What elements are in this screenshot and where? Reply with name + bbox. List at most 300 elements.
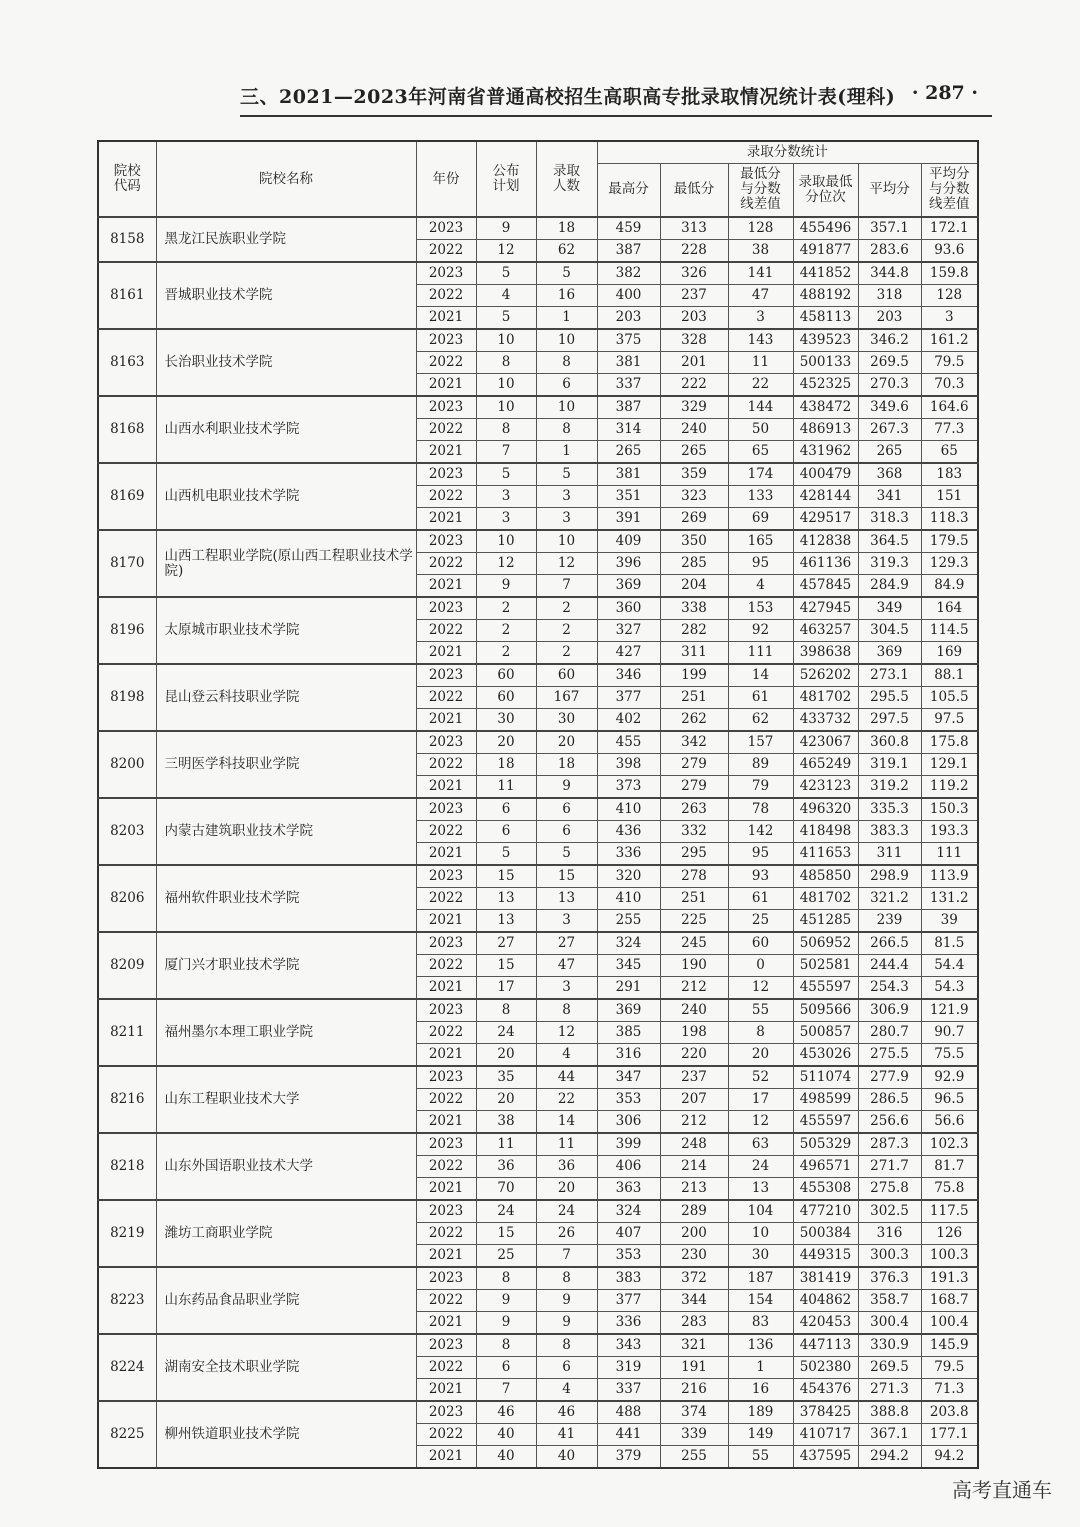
cell-min-diff: 61 — [728, 888, 793, 910]
cell-plan: 60 — [476, 664, 536, 687]
cell-admitted: 40 — [536, 1446, 597, 1469]
cell-max: 363 — [597, 1178, 660, 1201]
cell-avg: 346.2 — [858, 329, 921, 352]
cell-avg: 388.8 — [858, 1401, 921, 1424]
cell-avg: 367.1 — [858, 1424, 921, 1446]
cell-min: 200 — [660, 1223, 728, 1245]
table-row — [98, 999, 978, 1022]
school-code: 8225 — [98, 1401, 156, 1468]
cell-max: 265 — [597, 441, 660, 464]
cell-min-diff: 12 — [728, 1111, 793, 1134]
cell-year: 2021 — [416, 1245, 476, 1268]
cell-max: 347 — [597, 1066, 660, 1089]
cell-min-diff: 1 — [728, 1357, 793, 1379]
table-row — [98, 530, 978, 553]
cell-avg: 364.5 — [858, 530, 921, 553]
cell-max: 382 — [597, 262, 660, 285]
cell-avg-diff: 56.6 — [921, 1111, 978, 1134]
school-name: 晋城职业技术学院 — [156, 262, 416, 329]
cell-avg-diff: 113.9 — [921, 865, 978, 888]
cell-plan: 15 — [476, 865, 536, 888]
cell-plan: 8 — [476, 1267, 536, 1290]
school-name: 厦门兴才职业技术学院 — [156, 932, 416, 999]
cell-plan: 10 — [476, 374, 536, 397]
cell-min-diff: 79 — [728, 776, 793, 799]
cell-year: 2023 — [416, 597, 476, 620]
cell-admitted: 11 — [536, 1133, 597, 1156]
cell-min-rank: 455496 — [793, 217, 858, 240]
cell-year: 2023 — [416, 731, 476, 754]
cell-avg: 254.3 — [858, 977, 921, 1000]
cell-max: 346 — [597, 664, 660, 687]
cell-min-diff: 144 — [728, 396, 793, 419]
cell-max: 369 — [597, 999, 660, 1022]
cell-min: 263 — [660, 798, 728, 821]
cell-min-rank: 461136 — [793, 553, 858, 575]
cell-admitted: 6 — [536, 821, 597, 843]
cell-min-diff: 11 — [728, 352, 793, 374]
cell-min-rank: 457845 — [793, 575, 858, 598]
cell-max: 387 — [597, 396, 660, 419]
cell-avg: 244.4 — [858, 955, 921, 977]
cell-min-rank: 481702 — [793, 687, 858, 709]
school-code: 8206 — [98, 865, 156, 932]
cell-avg: 341 — [858, 486, 921, 508]
cell-max: 353 — [597, 1245, 660, 1268]
cell-min: 359 — [660, 463, 728, 486]
cell-admitted: 16 — [536, 285, 597, 307]
cell-min-diff: 174 — [728, 463, 793, 486]
cell-min-rank: 404862 — [793, 1290, 858, 1312]
cell-avg: 287.3 — [858, 1133, 921, 1156]
cell-plan: 10 — [476, 530, 536, 553]
table-row — [98, 798, 978, 821]
table-row — [98, 1334, 978, 1357]
cell-admitted: 2 — [536, 620, 597, 642]
cell-avg-diff: 121.9 — [921, 999, 978, 1022]
cell-min-rank: 423067 — [793, 731, 858, 754]
cell-min-rank: 455308 — [793, 1178, 858, 1201]
cell-max: 455 — [597, 731, 660, 754]
cell-admitted: 9 — [536, 1312, 597, 1335]
cell-min-rank: 455597 — [793, 1111, 858, 1134]
cell-avg-diff: 100.3 — [921, 1245, 978, 1268]
cell-avg: 269.5 — [858, 1357, 921, 1379]
cell-min: 199 — [660, 664, 728, 687]
school-name: 山东外国语职业技术大学 — [156, 1133, 416, 1200]
cell-admitted: 6 — [536, 798, 597, 821]
cell-min: 198 — [660, 1022, 728, 1044]
cell-year: 2023 — [416, 463, 476, 486]
cell-avg-diff: 97.5 — [921, 709, 978, 732]
cell-year: 2022 — [416, 1022, 476, 1044]
cell-min-rank: 481702 — [793, 888, 858, 910]
cell-year: 2021 — [416, 1446, 476, 1469]
cell-min-rank: 455597 — [793, 977, 858, 1000]
cell-year: 2021 — [416, 307, 476, 330]
cell-avg: 256.6 — [858, 1111, 921, 1134]
cell-avg: 203 — [858, 307, 921, 330]
col-min-diff: 最低分与分数线差值 — [728, 163, 793, 217]
cell-avg-diff: 164.6 — [921, 396, 978, 419]
cell-plan: 70 — [476, 1178, 536, 1201]
cell-plan: 20 — [476, 1089, 536, 1111]
cell-avg-diff: 54.3 — [921, 977, 978, 1000]
cell-min: 282 — [660, 620, 728, 642]
cell-plan: 24 — [476, 1200, 536, 1223]
cell-plan: 8 — [476, 999, 536, 1022]
cell-min: 216 — [660, 1379, 728, 1402]
cell-avg-diff: 93.6 — [921, 240, 978, 263]
cell-avg-diff: 183 — [921, 463, 978, 486]
cell-avg-diff: 172.1 — [921, 217, 978, 240]
cell-avg: 294.2 — [858, 1446, 921, 1469]
cell-avg-diff: 191.3 — [921, 1267, 978, 1290]
cell-min-diff: 83 — [728, 1312, 793, 1335]
cell-min-diff: 63 — [728, 1133, 793, 1156]
cell-min-rank: 465249 — [793, 754, 858, 776]
cell-min-rank: 418498 — [793, 821, 858, 843]
cell-avg: 286.5 — [858, 1089, 921, 1111]
header-rule — [240, 115, 992, 117]
cell-admitted: 46 — [536, 1401, 597, 1424]
cell-min: 326 — [660, 262, 728, 285]
cell-year: 2023 — [416, 865, 476, 888]
cell-admitted: 7 — [536, 575, 597, 598]
cell-min: 374 — [660, 1401, 728, 1424]
cell-year: 2023 — [416, 530, 476, 553]
cell-plan: 5 — [476, 843, 536, 866]
cell-avg: 376.3 — [858, 1267, 921, 1290]
cell-min-diff: 47 — [728, 285, 793, 307]
cell-max: 373 — [597, 776, 660, 799]
table-row — [98, 1267, 978, 1290]
cell-avg: 349.6 — [858, 396, 921, 419]
cell-avg-diff: 92.9 — [921, 1066, 978, 1089]
school-name: 太原城市职业技术学院 — [156, 597, 416, 664]
cell-min: 237 — [660, 1066, 728, 1089]
cell-min-rank: 463257 — [793, 620, 858, 642]
cell-admitted: 3 — [536, 486, 597, 508]
cell-avg: 295.5 — [858, 687, 921, 709]
cell-max: 391 — [597, 508, 660, 531]
cell-avg-diff: 129.3 — [921, 553, 978, 575]
cell-min: 245 — [660, 932, 728, 955]
cell-min-diff: 8 — [728, 1022, 793, 1044]
cell-avg: 269.5 — [858, 352, 921, 374]
cell-avg: 265 — [858, 441, 921, 464]
cell-min: 191 — [660, 1357, 728, 1379]
cell-min-diff: 17 — [728, 1089, 793, 1111]
cell-avg-diff: 81.7 — [921, 1156, 978, 1178]
cell-year: 2023 — [416, 262, 476, 285]
cell-year: 2021 — [416, 575, 476, 598]
cell-min-rank: 381419 — [793, 1267, 858, 1290]
cell-min-rank: 427945 — [793, 597, 858, 620]
cell-avg: 267.3 — [858, 419, 921, 441]
cell-admitted: 5 — [536, 843, 597, 866]
cell-avg-diff: 65 — [921, 441, 978, 464]
cell-min: 344 — [660, 1290, 728, 1312]
school-name: 福州墨尔本理工职业学院 — [156, 999, 416, 1066]
cell-avg: 275.8 — [858, 1178, 921, 1201]
cell-min: 289 — [660, 1200, 728, 1223]
cell-max: 351 — [597, 486, 660, 508]
cell-avg: 321.2 — [858, 888, 921, 910]
cell-min-rank: 505329 — [793, 1133, 858, 1156]
cell-avg: 297.5 — [858, 709, 921, 732]
cell-year: 2023 — [416, 396, 476, 419]
table-row — [98, 1133, 978, 1156]
cell-max: 327 — [597, 620, 660, 642]
cell-max: 407 — [597, 1223, 660, 1245]
cell-year: 2023 — [416, 1334, 476, 1357]
cell-avg: 318 — [858, 285, 921, 307]
cell-min-rank: 447113 — [793, 1334, 858, 1357]
cell-year: 2022 — [416, 285, 476, 307]
col-avg-diff: 平均分与分数线差值 — [921, 163, 978, 217]
school-code: 8163 — [98, 329, 156, 396]
cell-avg-diff: 94.2 — [921, 1446, 978, 1469]
cell-min-rank: 454376 — [793, 1379, 858, 1402]
admission-stats-table — [97, 140, 979, 1469]
cell-avg: 283.6 — [858, 240, 921, 263]
cell-plan: 7 — [476, 441, 536, 464]
cell-max: 343 — [597, 1334, 660, 1357]
cell-year: 2022 — [416, 687, 476, 709]
page-title: 三、2021—2023年河南省普通高校招生高职高专批录取情况统计表(理科) — [240, 86, 896, 108]
cell-year: 2021 — [416, 977, 476, 1000]
table-row — [98, 217, 978, 240]
cell-min-rank: 431962 — [793, 441, 858, 464]
cell-min: 201 — [660, 352, 728, 374]
cell-avg-diff: 77.3 — [921, 419, 978, 441]
cell-min: 311 — [660, 642, 728, 665]
cell-avg: 239 — [858, 910, 921, 933]
cell-avg-diff: 75.5 — [921, 1044, 978, 1067]
school-code: 8198 — [98, 664, 156, 731]
cell-min-diff: 141 — [728, 262, 793, 285]
cell-admitted: 20 — [536, 1178, 597, 1201]
cell-plan: 24 — [476, 1022, 536, 1044]
page-header — [240, 82, 990, 114]
cell-min: 328 — [660, 329, 728, 352]
cell-avg: 368 — [858, 463, 921, 486]
cell-max: 291 — [597, 977, 660, 1000]
table-row — [98, 932, 978, 955]
cell-max: 387 — [597, 240, 660, 263]
cell-year: 2022 — [416, 888, 476, 910]
page-number: · 287 · — [911, 82, 978, 104]
cell-avg-diff: 151 — [921, 486, 978, 508]
cell-admitted: 60 — [536, 664, 597, 687]
cell-year: 2023 — [416, 1401, 476, 1424]
cell-avg: 383.3 — [858, 821, 921, 843]
cell-max: 381 — [597, 352, 660, 374]
school-code: 8203 — [98, 798, 156, 865]
table-row — [98, 262, 978, 285]
cell-min: 329 — [660, 396, 728, 419]
col-min-rank: 录取最低分位次 — [793, 163, 858, 217]
cell-avg-diff: 39 — [921, 910, 978, 933]
cell-avg-diff: 177.1 — [921, 1424, 978, 1446]
cell-max: 396 — [597, 553, 660, 575]
school-code: 8218 — [98, 1133, 156, 1200]
cell-max: 320 — [597, 865, 660, 888]
cell-min: 213 — [660, 1178, 728, 1201]
cell-max: 353 — [597, 1089, 660, 1111]
cell-plan: 13 — [476, 888, 536, 910]
table-row — [98, 396, 978, 419]
cell-year: 2023 — [416, 664, 476, 687]
cell-year: 2021 — [416, 441, 476, 464]
cell-max: 441 — [597, 1424, 660, 1446]
cell-max: 314 — [597, 419, 660, 441]
cell-year: 2022 — [416, 1424, 476, 1446]
cell-min-diff: 22 — [728, 374, 793, 397]
cell-avg: 271.7 — [858, 1156, 921, 1178]
cell-min-rank: 378425 — [793, 1401, 858, 1424]
school-code: 8223 — [98, 1267, 156, 1334]
cell-avg: 319.1 — [858, 754, 921, 776]
cell-plan: 8 — [476, 352, 536, 374]
school-code: 8158 — [98, 217, 156, 262]
cell-max: 316 — [597, 1044, 660, 1067]
cell-avg-diff: 159.8 — [921, 262, 978, 285]
cell-min-rank: 398638 — [793, 642, 858, 665]
cell-min-diff: 50 — [728, 419, 793, 441]
cell-min-diff: 95 — [728, 843, 793, 866]
cell-admitted: 1 — [536, 441, 597, 464]
cell-max: 406 — [597, 1156, 660, 1178]
cell-year: 2022 — [416, 821, 476, 843]
cell-plan: 5 — [476, 463, 536, 486]
cell-plan: 3 — [476, 508, 536, 531]
cell-min-rank: 458113 — [793, 307, 858, 330]
cell-plan: 10 — [476, 396, 536, 419]
cell-plan: 13 — [476, 910, 536, 933]
cell-min: 279 — [660, 754, 728, 776]
cell-admitted: 6 — [536, 1357, 597, 1379]
cell-avg-diff: 145.9 — [921, 1334, 978, 1357]
cell-admitted: 2 — [536, 642, 597, 665]
cell-min-rank: 506952 — [793, 932, 858, 955]
cell-avg-diff: 79.5 — [921, 352, 978, 374]
cell-plan: 35 — [476, 1066, 536, 1089]
cell-plan: 5 — [476, 262, 536, 285]
cell-avg-diff: 119.2 — [921, 776, 978, 799]
cell-min-rank: 526202 — [793, 664, 858, 687]
school-name: 黑龙江民族职业学院 — [156, 217, 416, 262]
school-code: 8196 — [98, 597, 156, 664]
cell-max: 381 — [597, 463, 660, 486]
cell-avg: 266.5 — [858, 932, 921, 955]
cell-year: 2022 — [416, 352, 476, 374]
cell-plan: 20 — [476, 731, 536, 754]
cell-min: 265 — [660, 441, 728, 464]
cell-max: 337 — [597, 374, 660, 397]
cell-plan: 6 — [476, 1357, 536, 1379]
cell-min-rank: 410717 — [793, 1424, 858, 1446]
cell-min: 285 — [660, 553, 728, 575]
cell-avg-diff: 79.5 — [921, 1357, 978, 1379]
cell-min-diff: 0 — [728, 955, 793, 977]
cell-admitted: 36 — [536, 1156, 597, 1178]
cell-admitted: 24 — [536, 1200, 597, 1223]
cell-avg-diff: 75.8 — [921, 1178, 978, 1201]
cell-admitted: 41 — [536, 1424, 597, 1446]
cell-plan: 27 — [476, 932, 536, 955]
cell-min-diff: 14 — [728, 664, 793, 687]
school-name: 福州软件职业技术学院 — [156, 865, 416, 932]
cell-avg: 318.3 — [858, 508, 921, 531]
cell-year: 2021 — [416, 776, 476, 799]
cell-min-diff: 111 — [728, 642, 793, 665]
cell-min: 212 — [660, 1111, 728, 1134]
cell-admitted: 20 — [536, 731, 597, 754]
cell-min-diff: 104 — [728, 1200, 793, 1223]
cell-min-rank: 439523 — [793, 329, 858, 352]
cell-avg: 304.5 — [858, 620, 921, 642]
cell-min-diff: 55 — [728, 1446, 793, 1469]
cell-max: 377 — [597, 687, 660, 709]
cell-max: 409 — [597, 530, 660, 553]
col-admitted: 录取人数 — [536, 141, 597, 217]
cell-min: 332 — [660, 821, 728, 843]
col-plan: 公布计划 — [476, 141, 536, 217]
cell-admitted: 8 — [536, 419, 597, 441]
cell-avg: 349 — [858, 597, 921, 620]
cell-min: 323 — [660, 486, 728, 508]
cell-max: 319 — [597, 1357, 660, 1379]
cell-max: 427 — [597, 642, 660, 665]
cell-admitted: 8 — [536, 1267, 597, 1290]
school-name: 昆山登云科技职业学院 — [156, 664, 416, 731]
cell-min-diff: 12 — [728, 977, 793, 1000]
cell-year: 2022 — [416, 955, 476, 977]
cell-min: 222 — [660, 374, 728, 397]
cell-min-diff: 128 — [728, 217, 793, 240]
cell-min-rank: 486913 — [793, 419, 858, 441]
cell-plan: 25 — [476, 1245, 536, 1268]
cell-admitted: 10 — [536, 396, 597, 419]
cell-year: 2022 — [416, 486, 476, 508]
cell-year: 2021 — [416, 910, 476, 933]
cell-admitted: 6 — [536, 374, 597, 397]
cell-admitted: 167 — [536, 687, 597, 709]
cell-plan: 15 — [476, 1223, 536, 1245]
cell-admitted: 3 — [536, 977, 597, 1000]
table-body — [98, 217, 978, 1468]
cell-min: 283 — [660, 1312, 728, 1335]
cell-max: 324 — [597, 1200, 660, 1223]
cell-min-rank: 449315 — [793, 1245, 858, 1268]
school-code: 8200 — [98, 731, 156, 798]
cell-min: 278 — [660, 865, 728, 888]
cell-avg: 358.7 — [858, 1290, 921, 1312]
cell-year: 2023 — [416, 1066, 476, 1089]
cell-plan: 12 — [476, 240, 536, 263]
cell-min: 251 — [660, 888, 728, 910]
cell-avg: 273.1 — [858, 664, 921, 687]
cell-year: 2023 — [416, 999, 476, 1022]
cell-min-diff: 153 — [728, 597, 793, 620]
cell-avg-diff: 70.3 — [921, 374, 978, 397]
cell-plan: 6 — [476, 798, 536, 821]
cell-plan: 60 — [476, 687, 536, 709]
col-code: 院校代码 — [98, 141, 156, 217]
cell-min: 350 — [660, 530, 728, 553]
